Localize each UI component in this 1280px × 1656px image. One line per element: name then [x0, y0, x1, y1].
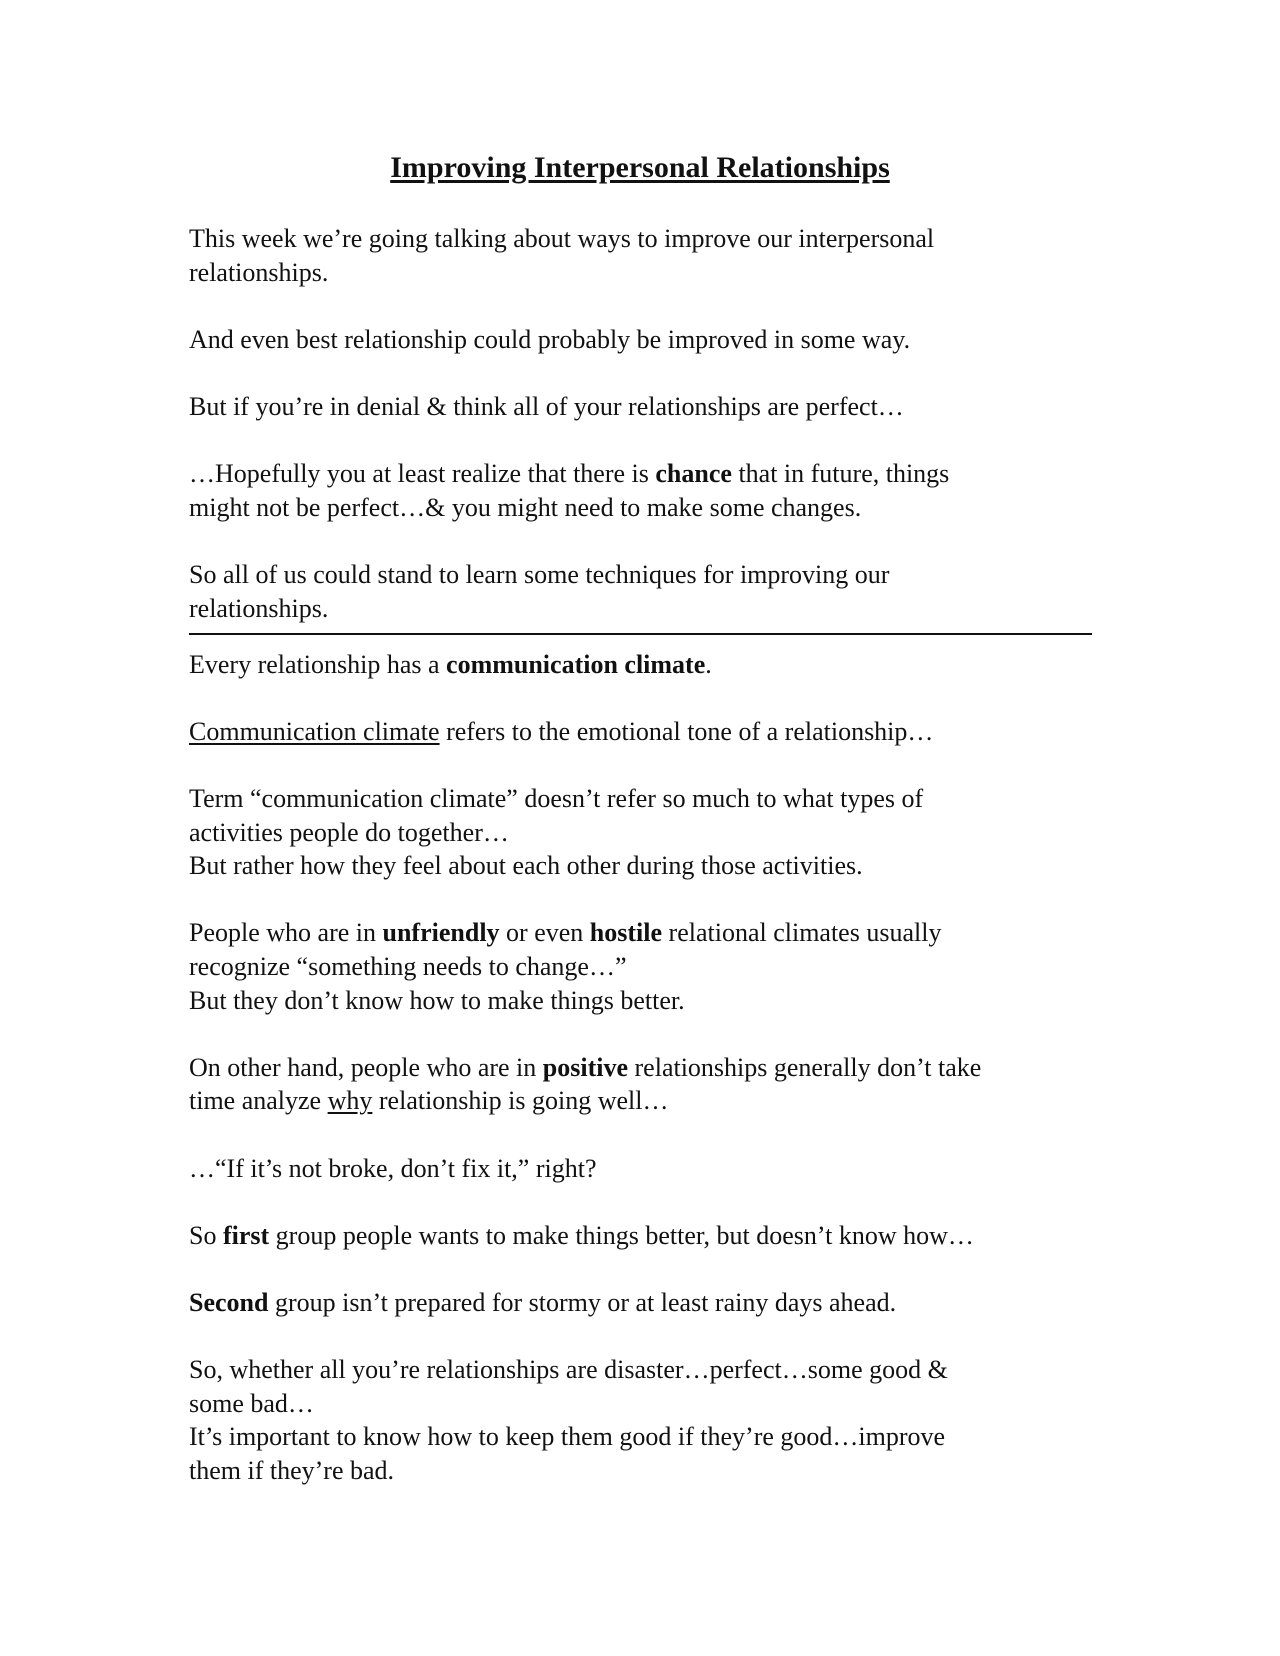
- text-line: them if they’re bad.: [189, 1455, 395, 1485]
- paragraph-positive: [189, 1051, 1101, 1118]
- bold-term: chance: [655, 459, 732, 489]
- paragraph-chance: [189, 457, 1101, 524]
- text-line: Term “communication climate” doesn’t refer so much to what types of: [189, 784, 924, 814]
- text-line: This week we’re going talking about ways to improve our interpersonal: [189, 224, 935, 253]
- paragraph-intro: [189, 222, 1101, 289]
- text-line: [189, 457, 1101, 491]
- text-line: [189, 916, 1101, 950]
- text-run: People who are in: [189, 918, 383, 948]
- text-line: [189, 1084, 1101, 1118]
- text-line: So, whether all you’re relationships are disaster…perfect…some good &: [189, 1355, 948, 1385]
- bold-term: hostile: [589, 918, 663, 948]
- bold-term: communication climate: [446, 649, 706, 679]
- paragraph-techniques: [189, 558, 1101, 625]
- paragraph-second-group: [189, 1286, 1101, 1320]
- text-line: It’s important to know how to keep them good if they’re good…improve: [189, 1422, 946, 1452]
- bold-term: Second: [189, 1288, 269, 1317]
- paragraph-best-relationship: And even best relationship could probably be improved in some way.: [189, 324, 911, 354]
- horizontal-rule: [189, 633, 1092, 635]
- document-title: Improving Interpersonal Relationships: [390, 151, 890, 184]
- text-line: [189, 1051, 1101, 1085]
- bold-term: positive: [542, 1052, 629, 1082]
- text-run: refers to the emotional tone of a relationship…: [439, 716, 934, 746]
- text-run: On other hand, people who are in: [189, 1052, 543, 1082]
- paragraph-definition: [189, 715, 1101, 749]
- text-line: But rather how they feel about each other during those activities.: [189, 851, 863, 881]
- paragraph-hostile: [189, 916, 1101, 1017]
- bold-term: first: [222, 1220, 270, 1250]
- text-run: …Hopefully you at least realize that there is: [189, 459, 656, 489]
- text-run: Every relationship has a: [189, 649, 447, 679]
- text-run: group isn’t prepared for stormy or at least rainy days ahead.: [268, 1288, 897, 1317]
- text-line: recognize “something needs to change…”: [189, 952, 627, 982]
- text-run: or even: [499, 918, 590, 948]
- paragraph-communication-climate: [189, 648, 1101, 682]
- bold-term: unfriendly: [382, 918, 500, 948]
- text-run: .: [705, 649, 712, 679]
- text-line: relationships.: [189, 593, 329, 623]
- paragraph-conclusion: [189, 1353, 1101, 1487]
- paragraph-denial: But if you’re in denial & think all of your relationships are perfect…: [189, 391, 904, 421]
- text-line: But they don’t know how to make things better.: [189, 985, 685, 1015]
- text-run: group people wants to make things better, but doesn’t know how…: [269, 1220, 974, 1250]
- text-line: might not be perfect…& you might need to make some changes.: [189, 492, 862, 522]
- document-body: [189, 222, 1101, 1521]
- text-line: activities people do together…: [189, 817, 509, 847]
- text-run: So: [189, 1220, 223, 1250]
- text-line: So all of us could stand to learn some techniques for improving our: [189, 559, 890, 589]
- paragraph-first-group: [189, 1219, 1101, 1253]
- text-line: relationships.: [189, 257, 329, 287]
- text-run: relationships generally don’t take: [628, 1052, 982, 1082]
- underlined-term: why: [327, 1086, 373, 1116]
- text-run: relational climates usually: [662, 918, 942, 948]
- text-line: some bad…: [189, 1388, 314, 1418]
- text-run: time analyze: [189, 1086, 328, 1116]
- paragraph-not-broke: …“If it’s not broke, don’t fix it,” right?: [189, 1153, 597, 1183]
- paragraph-term: [189, 782, 1101, 883]
- text-run: that in future, things: [731, 459, 950, 489]
- text-run: relationship is going well…: [372, 1086, 669, 1116]
- underlined-term: Communication climate: [189, 716, 440, 746]
